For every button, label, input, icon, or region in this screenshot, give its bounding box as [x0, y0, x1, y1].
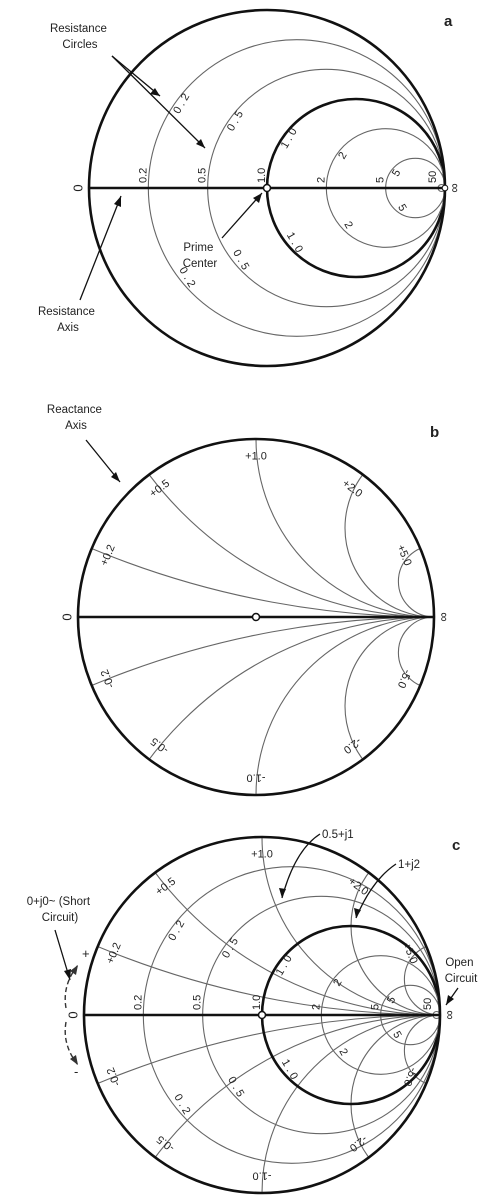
panel-a-upper-resistance-label-5: 5 — [389, 167, 404, 179]
resistance-axis-arrowhead — [114, 196, 121, 207]
panel-b-reactance-label-0-2: +0.2 — [98, 543, 118, 568]
panel-c-reactance-label-2: +2.0 — [345, 875, 371, 899]
panel-a-lower-resistance-label-0-2: 0 . 2 — [176, 265, 198, 290]
open-circuit-arrowhead — [446, 995, 454, 1005]
panel-a-letter: a — [444, 13, 453, 30]
resistance-axis-line1: Resistance — [37, 306, 95, 318]
panel-c-reactance-label-m5: -5.0 — [400, 1065, 420, 1088]
panel-b-reactance-arc-1 — [256, 261, 504, 617]
open-circuit-annotation — [445, 957, 478, 985]
panel-a-axis-label-2: 2 — [315, 176, 328, 183]
panel-c-axis-label-0-5: 0.5 — [191, 994, 204, 1010]
panel-a-upper-resistance-label-0-2: 0 . 2 — [171, 91, 193, 116]
short-circuit-line1: 0+j0~ (Short — [26, 896, 91, 908]
panel-c-lower-resistance-label-1: 1 . 0 — [278, 1057, 300, 1082]
panel-c-center-dot — [259, 1012, 266, 1019]
panel-a-upper-resistance-label-1: 1 . 0 — [278, 126, 300, 151]
panel-a-axis-label-1: 1.0 — [256, 167, 268, 183]
panel-b-center-dot — [253, 614, 260, 621]
panel-a-axis-zero-label: 0 — [70, 184, 86, 192]
resistance-axis-arrow — [80, 196, 121, 300]
panel-b-reactance-label-m1: -1.0 — [246, 771, 266, 784]
open-circuit-line1: Open — [445, 957, 474, 969]
panel-c-upper-resistance-label-0-5: 0 . 5 — [219, 935, 242, 961]
reactance-axis-line2: Axis — [65, 420, 87, 432]
panel-c-axis-label-2: 2 — [310, 1003, 323, 1010]
panel-a-upper-resistance-label-0-5: 0 . 5 — [224, 108, 247, 134]
panel-b-reactance-arc-0-5 — [78, 0, 504, 617]
resistance-axis-line2: Axis — [57, 322, 79, 334]
panel-c-axis-label-50: 50 — [422, 997, 435, 1010]
panel-c-reactance-label-m0-5: -0.5 — [154, 1132, 178, 1154]
panel-c-reactance-arc-2 — [351, 837, 504, 1015]
panel-b-reactance-label-m5: -5.0 — [394, 667, 414, 690]
prime-center-line1: Prime — [183, 242, 214, 254]
open-circuit-line2: Circuit — [444, 973, 478, 985]
resistance-circles-line2: Circles — [62, 39, 98, 51]
panel-c-lower-resistance-label-0-5: 0 . 5 — [225, 1074, 247, 1100]
panel-b-reactance-arc-m0-2 — [0, 617, 504, 1200]
panel-b-axis-zero-label: 0 — [59, 613, 75, 621]
panel-b-reactance-label-0-5: +0.5 — [147, 477, 173, 501]
panel-c-reactance-label-m2: -2.0 — [346, 1132, 370, 1154]
panel-c-upper-resistance-label-1: 1 . 0 — [273, 953, 295, 978]
short-circuit-arrowhead — [64, 969, 71, 980]
panel-c-reactance-label-m0-2: -0.2 — [104, 1065, 124, 1088]
minus-sign: - — [74, 1064, 79, 1079]
resistance-circles-line1: Resistance — [49, 23, 107, 35]
panel-c-reactance-label-1: +1.0 — [251, 848, 273, 861]
panel-c-upper-resistance-label-5: 5 — [384, 994, 399, 1006]
panel-c-reactance-arc-0-5 — [84, 303, 504, 1015]
panel-b-reactance-label-5: +5.0 — [394, 543, 414, 568]
panel-b-reactance-arc-2 — [345, 439, 504, 617]
plus-sign: + — [82, 946, 90, 961]
short-circuit-annotation — [27, 896, 94, 924]
panel-a-lower-resistance-label-2: 2 — [341, 219, 355, 231]
panel-b-reactance-arc-m2 — [345, 617, 504, 795]
panel-a-lower-resistance-label-1: 1 . 0 — [283, 230, 305, 255]
resistance-axis-annotation — [38, 306, 98, 334]
panel-a-axis-label-0-5: 0.5 — [196, 167, 209, 183]
panel-c-lower-resistance-label-5: 5 — [390, 1029, 404, 1041]
panel-b-reactance-label-1: +1.0 — [245, 450, 267, 463]
panel-c-reactance-arc-m0-2 — [0, 1015, 504, 1200]
reactance-axis-annotation — [47, 404, 105, 432]
panel-c-lower-resistance-label-0-2: 0 . 2 — [171, 1092, 193, 1117]
panel-c-axis-infinity-label: ∞ — [441, 1010, 457, 1020]
panel-c-lower-resistance-label-2: 2 — [336, 1046, 350, 1058]
point-0-5-j1-annotation: 0.5+j1 — [322, 829, 354, 841]
panel-c-axis-zero-label: 0 — [65, 1011, 81, 1019]
panel-c-axis-label-0-2: 0.2 — [132, 994, 145, 1010]
panel-b-letter: b — [430, 424, 440, 441]
panel-a-lower-resistance-label-5: 5 — [395, 202, 409, 214]
panel-a-axis-infinity-label: ∞ — [446, 183, 462, 193]
panel-c-reactance-label-0-5: +0.5 — [153, 875, 179, 899]
panel-b-reactance-arc-m1 — [256, 617, 504, 973]
panel-c-axis-label-1: 1.0 — [251, 994, 263, 1010]
panel-c-axis-label-5: 5 — [369, 1003, 382, 1010]
point-0-5-j1-arrowhead — [279, 888, 286, 898]
prime-center-annotation — [183, 242, 218, 270]
panel-c-upper-resistance-label-0-2: 0 . 2 — [166, 918, 188, 943]
panel-b-reactance-arc-m0-5 — [78, 617, 504, 1200]
panel-c-reactance-label-0-2: +0.2 — [104, 941, 124, 966]
panel-a-lower-resistance-label-0-5: 0 . 5 — [230, 247, 252, 273]
panel-b-reactance-label-2: +2.0 — [339, 477, 365, 501]
panel-b-reactance-label-m0-5: -0.5 — [148, 734, 172, 756]
panel-c-reactance-label-5: +5.0 — [400, 941, 420, 966]
point-1-j2-annotation: 1+j2 — [398, 859, 421, 871]
panel-c-reactance-arc-m0-5 — [84, 1015, 504, 1200]
panel-c-reactance-label-m1: -1.0 — [252, 1169, 272, 1182]
resistance-circles-annotation — [50, 23, 110, 51]
panel-a-axis-label-50: 50 — [427, 170, 440, 183]
panel-c-reactance-arc-m1 — [262, 1015, 504, 1200]
prime-center-line2: Center — [182, 258, 218, 270]
direction-arrowhead-up — [70, 965, 78, 975]
panel-b-reactance-label-m2: -2.0 — [340, 734, 364, 756]
panel-c-reactance-arc-m2 — [351, 1015, 504, 1193]
panel-a-prime-center-dot — [264, 185, 271, 192]
panel-b-axis-infinity-label: ∞ — [435, 612, 451, 622]
panel-b-reactance-label-m0-2: -0.2 — [98, 667, 118, 690]
short-circuit-line2: Circuit) — [41, 912, 79, 924]
panel-a-axis-label-5: 5 — [374, 176, 387, 183]
reactance-axis-line1: Reactance — [46, 404, 102, 416]
panel-a-axis-label-0-2: 0.2 — [137, 167, 150, 183]
panel-a-resistance-chart — [38, 10, 461, 366]
panel-c-upper-resistance-label-2: 2 — [331, 977, 345, 989]
panel-a-upper-resistance-label-2: 2 — [336, 150, 350, 162]
panel-c-letter: c — [452, 837, 461, 854]
